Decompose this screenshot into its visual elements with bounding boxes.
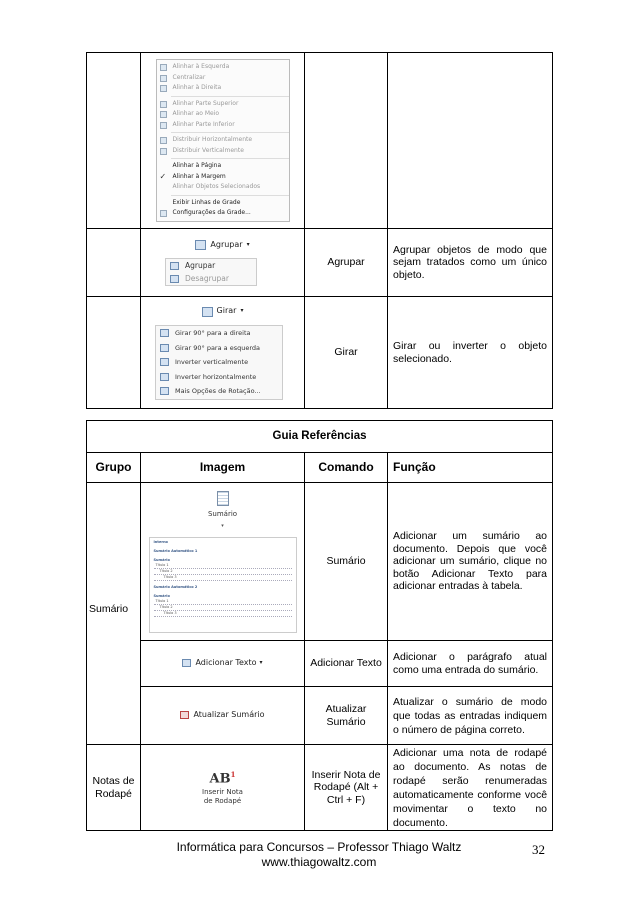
girar-menu-item[interactable]: Mais Opções de Rotação... bbox=[156, 384, 282, 399]
menu-separator bbox=[171, 132, 289, 133]
adicionar-texto-image-cell bbox=[141, 641, 305, 687]
align-menu-item[interactable]: Alinhar Parte Inferior bbox=[157, 120, 289, 131]
align-menu-item[interactable]: Centralizar bbox=[157, 73, 289, 84]
girar-dropdown bbox=[155, 325, 283, 400]
atualizar-sumario-button[interactable]: Atualizar Sumário bbox=[180, 709, 264, 722]
grid-icon bbox=[160, 210, 167, 217]
header-funcao: Função bbox=[388, 453, 553, 483]
rotate-option-icon bbox=[160, 344, 169, 352]
footer-website: www.thiagowaltz.com bbox=[261, 855, 377, 869]
ungroup-icon bbox=[170, 275, 179, 283]
preview-line: Sumário Automático 2 bbox=[153, 584, 198, 589]
empty-group-cell bbox=[87, 53, 141, 229]
atualizar-command: Atualizar Sumário bbox=[305, 687, 388, 745]
page-number: 32 bbox=[532, 842, 545, 857]
sumario-image-cell bbox=[141, 483, 305, 641]
atualizar-image-cell bbox=[141, 687, 305, 745]
align-menu-item[interactable]: Distribuir Verticalmente bbox=[157, 146, 289, 157]
refresh-icon bbox=[180, 711, 189, 719]
sumario-function: Adicionar um sumário ao documento. Depois que você adicionar um sumário, clique no botão Adicionar Texto para adicionar entradas à tabela. bbox=[388, 483, 553, 641]
adicionar-texto-command: Adicionar Texto bbox=[305, 641, 388, 687]
footer-title: Informática para Concursos – Professor Thiago Waltz bbox=[176, 840, 462, 854]
references-table bbox=[86, 420, 553, 831]
empty-command-cell bbox=[305, 53, 388, 229]
adicionar-texto-function: Adicionar o parágrafo atual como uma entrada do sumário. bbox=[388, 641, 553, 687]
group-icon bbox=[195, 240, 206, 250]
girar-menu-item[interactable]: Inverter horizontalmente bbox=[156, 370, 282, 385]
align-menu-item[interactable]: Distribuir Horizontalmente bbox=[157, 135, 289, 146]
agrupar-function: Agrupar objetos de modo que sejam tratados como um único objeto. bbox=[388, 229, 553, 297]
notas-image-cell bbox=[141, 745, 305, 831]
header-imagem: Imagem bbox=[141, 453, 305, 483]
distribute-h-icon bbox=[160, 137, 167, 144]
table-title: Guia Referências bbox=[87, 421, 553, 453]
menu-separator bbox=[171, 96, 289, 97]
align-menu-item[interactable]: Alinhar Objetos Selecionados bbox=[172, 183, 261, 191]
check-icon: ✓ bbox=[159, 171, 167, 181]
notas-command: Inserir Nota de Rodapé (Alt + Ctrl + F) bbox=[305, 745, 388, 831]
chevron-down-icon: ▾ bbox=[259, 658, 263, 666]
preview-line: Título 2 bbox=[154, 569, 292, 575]
empty-group-cell bbox=[87, 297, 141, 409]
preview-line: Título 1 bbox=[154, 599, 292, 605]
align-menu-item[interactable]: ✓ Alinhar à Margem bbox=[157, 172, 289, 183]
girar-button[interactable]: Girar ▾ bbox=[202, 305, 244, 318]
chevron-down-icon: ▾ bbox=[221, 523, 224, 529]
preview-line: Sumário bbox=[153, 557, 170, 562]
sumario-gallery-preview bbox=[149, 537, 297, 633]
rotate-icon bbox=[202, 307, 213, 317]
header-comando: Comando bbox=[305, 453, 388, 483]
align-bottom-icon bbox=[160, 122, 167, 129]
align-top-icon bbox=[160, 101, 167, 108]
notas-function: Adicionar uma nota de rodapé ao documento. As notas de rodapé serão renumeradas automaticamente conforme você movimentar o texto no documento. bbox=[388, 745, 553, 831]
align-menu-item[interactable]: Alinhar à Direita bbox=[157, 83, 289, 94]
rotate-option-icon bbox=[160, 329, 169, 337]
footnote-icon: $AB^1$ bbox=[209, 769, 236, 787]
preview-line: Título 3 bbox=[154, 611, 292, 617]
girar-menu-item[interactable]: Girar 90° para a direita bbox=[156, 326, 282, 341]
preview-line: Título 1 bbox=[154, 563, 292, 569]
girar-function: Girar ou inverter o objeto selecionado. bbox=[388, 297, 553, 409]
sumario-group-cell: Sumário bbox=[87, 483, 141, 745]
align-menu-item[interactable]: Alinhar à Página bbox=[172, 162, 222, 170]
agrupar-image-cell bbox=[141, 229, 305, 297]
menu-separator bbox=[171, 195, 289, 196]
chevron-down-icon: ▾ bbox=[240, 307, 244, 315]
table-of-contents-icon bbox=[217, 491, 229, 506]
girar-menu-item[interactable]: Inverter verticalmente bbox=[156, 355, 282, 370]
agrupar-dropdown bbox=[165, 258, 257, 286]
inserir-nota-button[interactable]: $AB^1$ Inserir Nota de Rodapé bbox=[199, 769, 247, 806]
preview-line: Interno bbox=[153, 539, 168, 544]
empty-function-cell bbox=[388, 53, 553, 229]
align-right-icon bbox=[160, 85, 167, 92]
preview-line: Título 3 bbox=[154, 575, 292, 581]
adicionar-texto-button[interactable]: Adicionar Texto ▾ bbox=[182, 657, 262, 670]
girar-menu-item[interactable]: Girar 90° para a esquerda bbox=[156, 341, 282, 356]
preview-line: Sumário Automático 1 bbox=[153, 548, 198, 553]
align-menu-item[interactable]: Alinhar ao Meio bbox=[157, 109, 289, 120]
preview-line: Sumário bbox=[153, 593, 170, 598]
notas-group-cell: Notas de Rodapé bbox=[87, 745, 141, 831]
align-center-icon bbox=[160, 75, 167, 82]
preview-line: Título 2 bbox=[154, 605, 292, 611]
sumario-button[interactable]: Sumário ▾ bbox=[141, 491, 304, 533]
sumario-command: Sumário bbox=[305, 483, 388, 641]
menu-separator bbox=[171, 158, 289, 159]
rotate-option-icon bbox=[160, 387, 169, 395]
align-menu-cell bbox=[141, 53, 305, 229]
align-left-icon bbox=[160, 64, 167, 71]
rotate-option-icon bbox=[160, 373, 169, 381]
dropdown-item-agrupar[interactable]: Agrupar bbox=[166, 259, 256, 272]
empty-group-cell bbox=[87, 229, 141, 297]
rotate-option-icon bbox=[160, 358, 169, 366]
group-icon bbox=[170, 262, 179, 270]
add-text-icon bbox=[182, 659, 191, 667]
drawing-tools-table bbox=[86, 52, 553, 409]
align-menu-item[interactable]: Configurações da Grade... bbox=[157, 208, 289, 219]
dropdown-item-desagrupar[interactable]: Desagrupar bbox=[166, 272, 256, 285]
align-middle-icon bbox=[160, 111, 167, 118]
align-menu-item[interactable]: Exibir Linhas de Grade bbox=[172, 198, 241, 206]
girar-command: Girar bbox=[305, 297, 388, 409]
girar-image-cell bbox=[141, 297, 305, 409]
agrupar-button[interactable]: Agrupar ▾ bbox=[195, 239, 249, 252]
atualizar-function: Atualizar o sumário de modo que todas as entradas indiquem o número de página correto. bbox=[388, 687, 553, 745]
header-grupo: Grupo bbox=[87, 453, 141, 483]
agrupar-command: Agrupar bbox=[305, 229, 388, 297]
distribute-v-icon bbox=[160, 148, 167, 155]
align-menu-item[interactable]: Alinhar Parte Superior bbox=[157, 99, 289, 110]
align-menu bbox=[156, 59, 290, 222]
chevron-down-icon: ▾ bbox=[246, 240, 250, 248]
align-menu-item[interactable]: Alinhar à Esquerda bbox=[157, 62, 289, 73]
